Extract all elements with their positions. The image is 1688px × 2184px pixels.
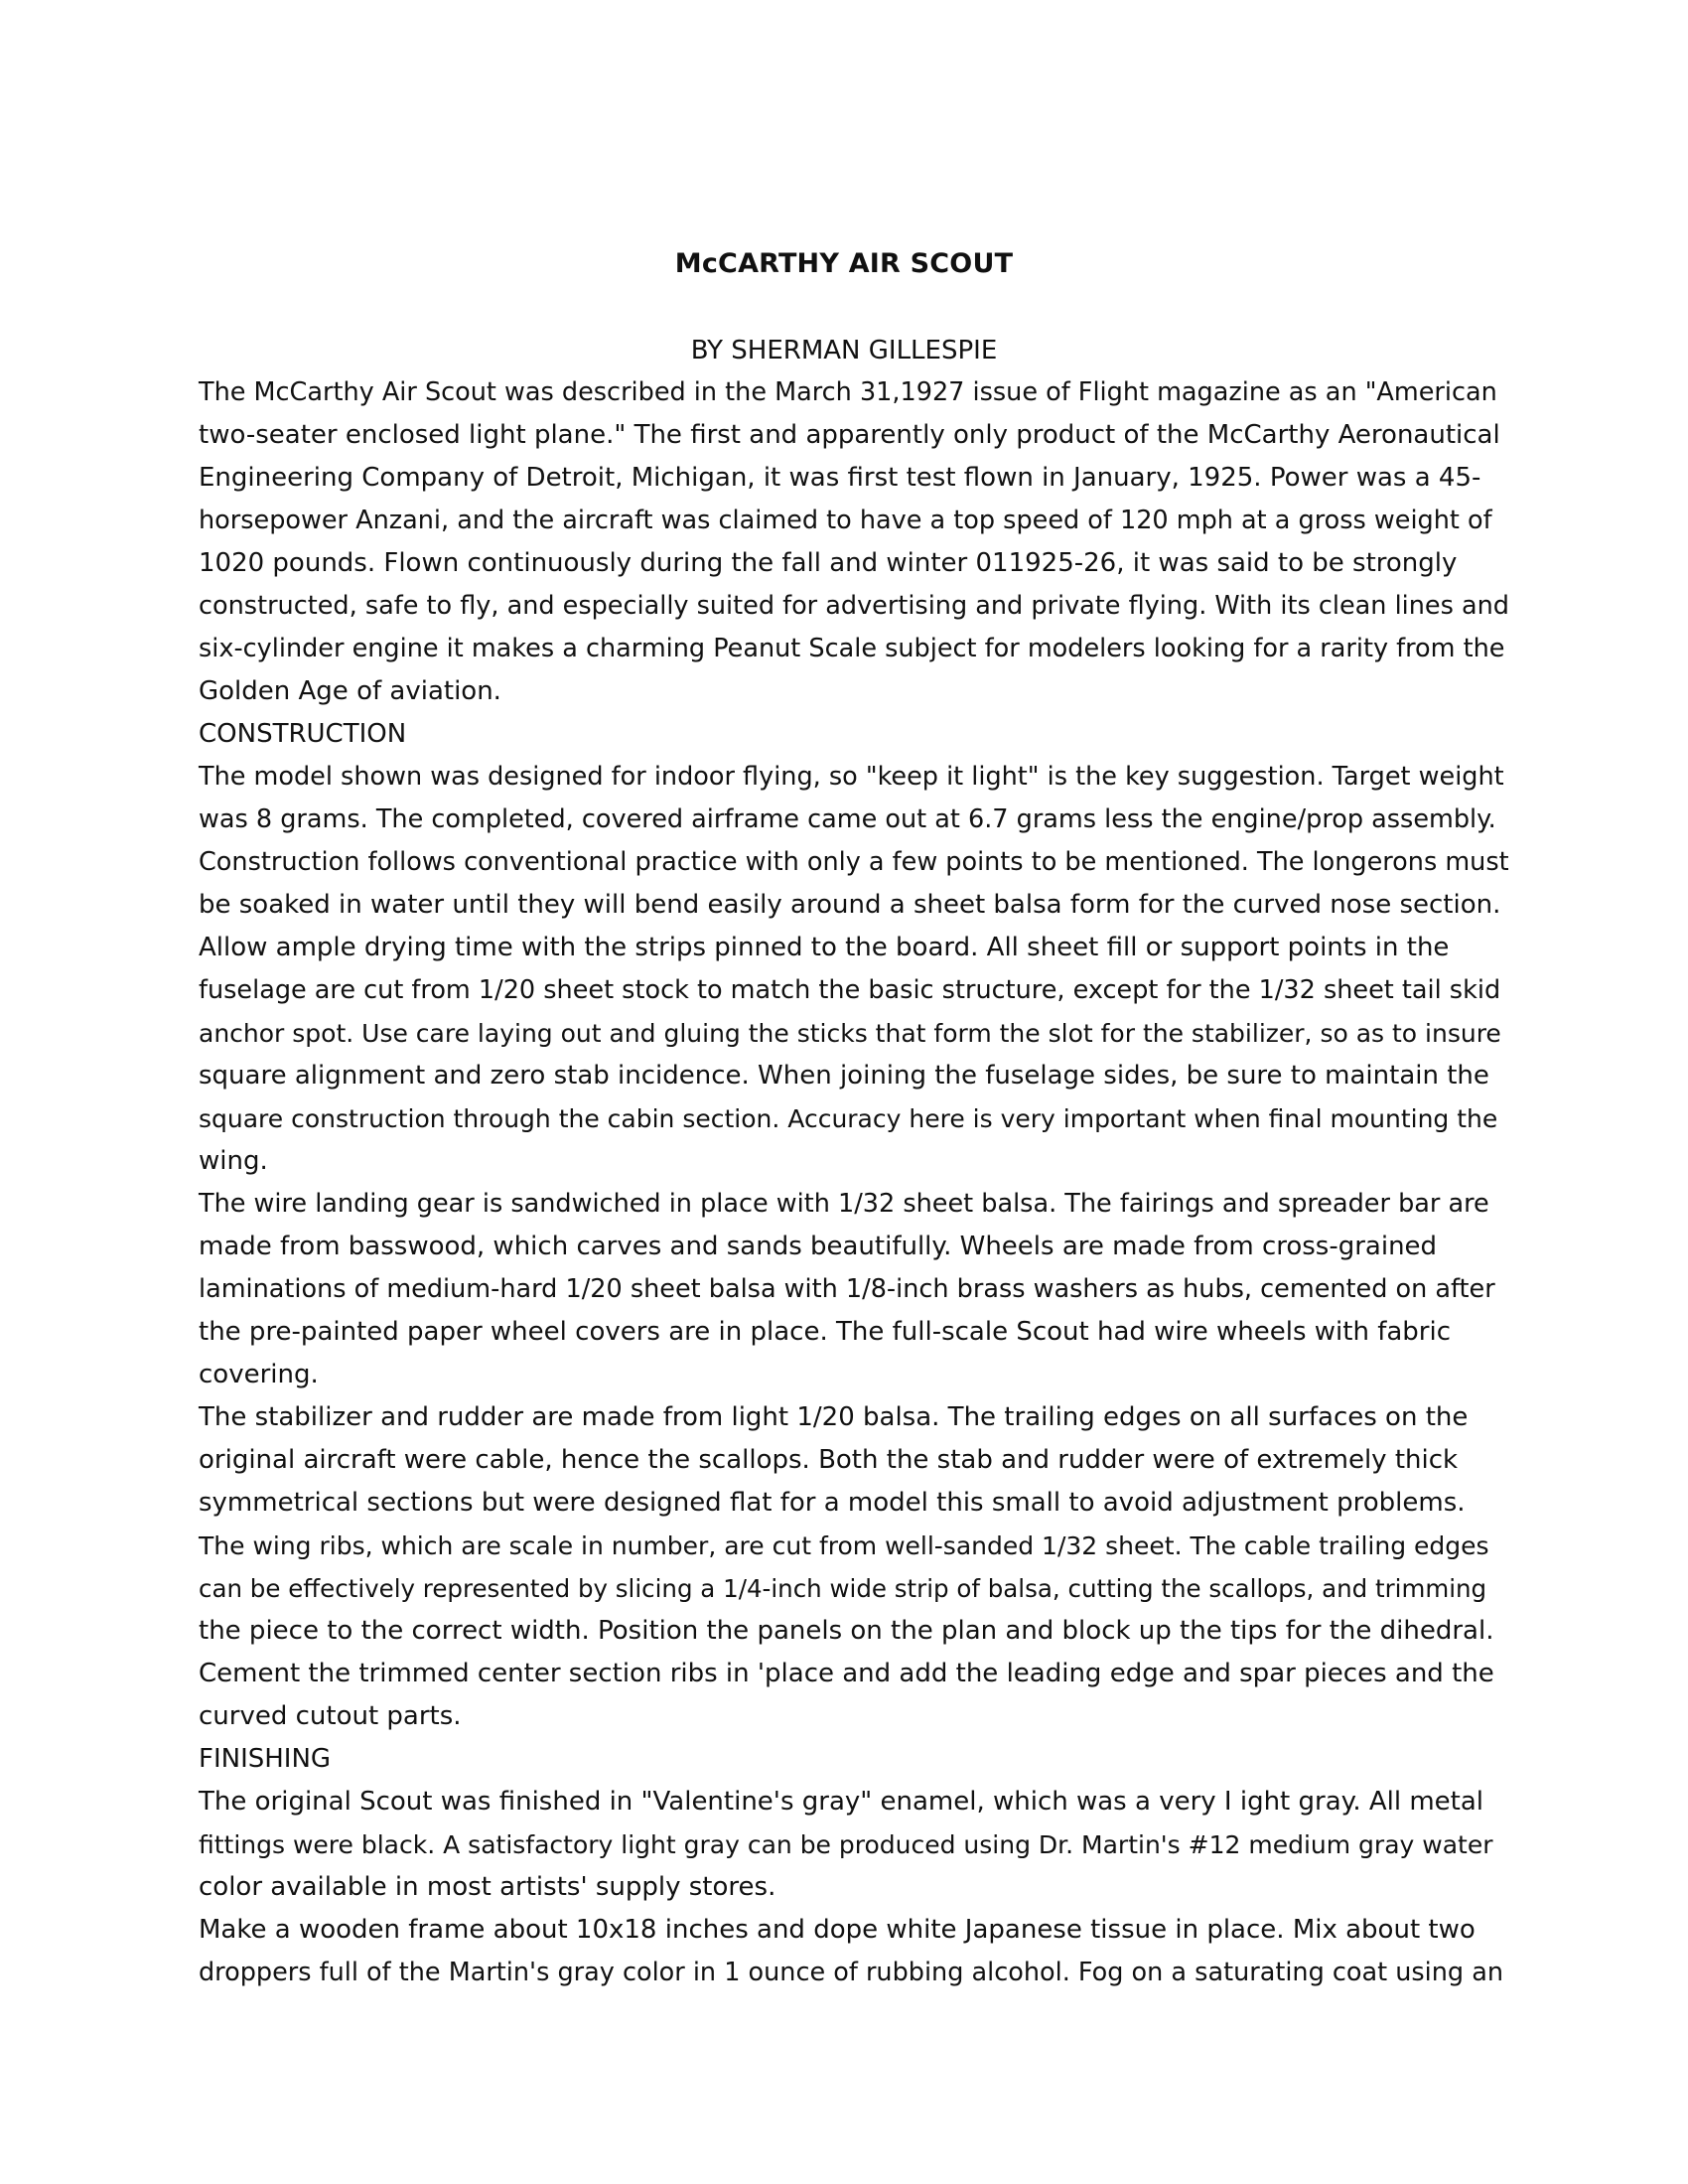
text-line: CONSTRUCTION — [199, 719, 407, 749]
text-line: curved cutout parts. — [199, 1701, 462, 1731]
text-line: six-cylinder engine it makes a charming Peanut Scale subject for modelers looking for a rarity from the — [199, 634, 1505, 663]
text-line: square alignment and zero stab incidence. When joining the fuselage sides, be sure to maintain the — [199, 1061, 1489, 1091]
text-line: constructed, safe to fly, and especially suited for advertising and private flying. With its clean lines and — [199, 591, 1509, 621]
article-body — [199, 371, 1509, 1994]
text-line: Allow ample drying time with the strips pinned to the board. All sheet fill or support points in the — [199, 933, 1450, 962]
text-line: square construction through the cabin section. Accuracy here is very important when final mounting the — [199, 1104, 1498, 1133]
text-line: Make a wooden frame about 10x18 inches and dope white Japanese tissue in place. Mix about two — [199, 1915, 1476, 1945]
text-line: can be effectively represented by slicing a 1/4-inch wide strip of balsa, cutting the scallops, and trimming — [199, 1574, 1487, 1603]
text-line: Golden Age of aviation. — [199, 676, 501, 706]
document-title: McCARTHY AIR SCOUT — [674, 248, 1014, 279]
text-line: horsepower Anzani, and the aircraft was claimed to have a top speed of 120 mph at a gross weight of — [199, 506, 1492, 535]
text-line: two-seater enclosed light plane." The first and apparently only product of the McCarthy Aeronautical — [199, 420, 1500, 450]
text-line: The stabilizer and rudder are made from light 1/20 balsa. The trailing edges on all surfaces on the — [199, 1402, 1469, 1432]
text-line: FINISHING — [199, 1744, 332, 1774]
text-line: fuselage are cut from 1/20 sheet stock to match the basic structure, except for the 1/32 sheet tail skid — [199, 975, 1501, 1005]
text-line: wing. — [199, 1146, 268, 1176]
text-line: fittings were black. A satisfactory light gray can be produced using Dr. Martin's #12 medium gray water — [199, 1830, 1493, 1859]
text-line: The original Scout was finished in "Valentine's gray" enamel, which was a very I ight gray. All metal — [199, 1787, 1484, 1817]
text-line: be soaked in water until they will bend easily around a sheet balsa form for the curved nose section. — [199, 890, 1501, 920]
text-line: made from basswood, which carves and sands beautifully. Wheels are made from cross-grained — [199, 1232, 1438, 1261]
text-line: Cement the trimmed center section ribs in 'place and add the leading edge and spar pieces and the — [199, 1659, 1494, 1688]
text-line: The wing ribs, which are scale in number, are cut from well-sanded 1/32 sheet. The cable trailing edges — [199, 1531, 1489, 1560]
author-byline: BY SHERMAN GILLESPIE — [690, 336, 998, 365]
text-line: The wire landing gear is sandwiched in place with 1/32 sheet balsa. The fairings and spreader bar are — [199, 1189, 1489, 1219]
text-line: 1020 pounds. Flown continuously during the fall and winter 011925-26, it was said to be strongly — [199, 548, 1458, 578]
text-line: Construction follows conventional practice with only a few points to be mentioned. The longerons must — [199, 847, 1509, 877]
text-line: the piece to the correct width. Position the panels on the plan and block up the tips for the dihedral. — [199, 1616, 1494, 1646]
text-line: laminations of medium-hard 1/20 sheet balsa with 1/8-inch brass washers as hubs, cemented on after — [199, 1274, 1495, 1304]
text-line: covering. — [199, 1360, 319, 1389]
text-line: The model shown was designed for indoor flying, so "keep it light" is the key suggestion. Target weight — [199, 762, 1504, 792]
text-line: droppers full of the Martin's gray color in 1 ounce of rubbing alcohol. Fog on a saturating coat using an — [199, 1958, 1503, 1987]
text-line: color available in most artists' supply stores. — [199, 1872, 776, 1902]
text-line: the pre-painted paper wheel covers are in place. The full-scale Scout had wire wheels with fabric — [199, 1317, 1452, 1347]
text-line: Engineering Company of Detroit, Michigan, it was first test flown in January, 1925. Power was a 45- — [199, 463, 1481, 493]
text-line: was 8 grams. The completed, covered airframe came out at 6.7 grams less the engine/prop assembly. — [199, 804, 1496, 834]
text-line: symmetrical sections but were designed flat for a model this small to avoid adjustment problems. — [199, 1488, 1466, 1518]
text-line: The McCarthy Air Scout was described in the March 31,1927 issue of Flight magazine as an "American — [199, 377, 1497, 407]
text-line: original aircraft were cable, hence the scallops. Both the stab and rudder were of extremely thick — [199, 1445, 1459, 1475]
text-line: anchor spot. Use care laying out and gluing the sticks that form the slot for the stabilizer, so as to insure — [199, 1019, 1501, 1048]
